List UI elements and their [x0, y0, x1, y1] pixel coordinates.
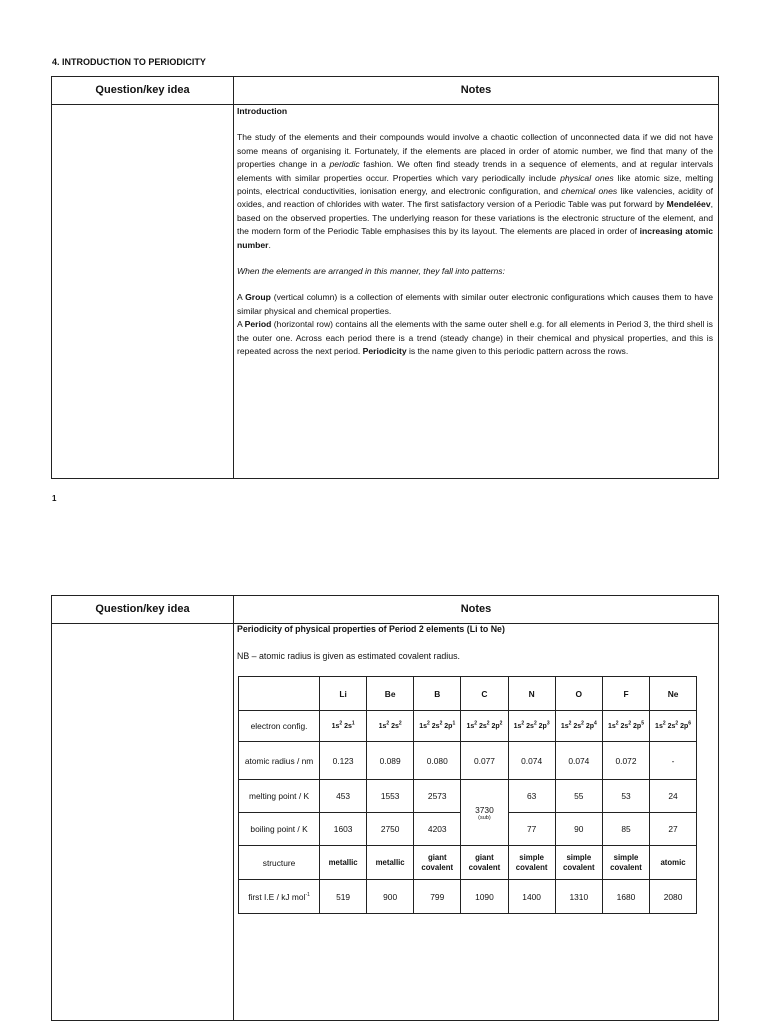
melting-point-cell: 55: [555, 780, 602, 813]
config-orbital: 2p: [536, 722, 547, 730]
structure-cell: giant covalent: [414, 846, 461, 880]
radius-cell: 0.089: [367, 742, 414, 780]
config-cell: [508, 711, 555, 742]
config-superscript: 1: [351, 720, 355, 727]
group-paragraph: [237, 291, 713, 318]
config-orbital: 2s: [618, 722, 629, 730]
radius-cell: 0.123: [320, 742, 367, 780]
element-header-cell: Be: [367, 677, 414, 711]
radius-cell: 0.074: [508, 742, 555, 780]
element-header-cell: F: [602, 677, 649, 711]
text-run: like atomic size, melting points, electrical conductivities, ionisation energy, and electronic configuration, and: [237, 172, 714, 197]
notes-column-header: Notes: [460, 603, 492, 615]
config-cell: [414, 711, 461, 742]
radius-cell: 0.074: [555, 742, 602, 780]
ionisation-energy-cell: 1680: [602, 880, 649, 914]
melting-point-cell: 1553: [367, 780, 414, 813]
radius-note: NB – atomic radius is given as estimated covalent radius.: [237, 651, 460, 662]
row-label: atomic radius / nm: [239, 742, 320, 780]
element-header-cell: Ne: [650, 677, 697, 711]
row-label: boiling point / K: [239, 813, 320, 846]
config-orbital: 1s: [331, 722, 340, 730]
config-orbital: 1s: [466, 722, 475, 730]
structure-cell: simple covalent: [508, 846, 555, 880]
config-superscript: 2: [339, 720, 343, 727]
config-orbital: 1s: [655, 722, 663, 730]
column-divider: [233, 596, 234, 1020]
melting-point-cell: 53: [602, 780, 649, 813]
row-label: electron config.: [239, 711, 320, 742]
config-superscript: 2: [474, 720, 478, 727]
text-run: The study of the elements and their compounds would involve a chaotic collection of unconnected data if we did not have some means of organising it. Fortunately, if the elements are placed in order of atomic number, we find that many of the properties change in a: [237, 132, 713, 170]
boiling-point-cell: 77: [508, 813, 555, 846]
structure-cell: metallic: [367, 846, 414, 880]
intro-paragraph: [237, 131, 713, 252]
config-orbital: 2s: [477, 722, 487, 730]
config-orbital: 2s: [524, 722, 534, 730]
config-cell: [320, 711, 367, 742]
config-superscript: 2: [427, 720, 430, 727]
config-orbital: 2s: [429, 722, 440, 730]
row-label: structure: [239, 846, 320, 880]
text-run: A: [237, 319, 245, 330]
radius-cell: -: [650, 742, 697, 780]
text-run: (horizontal row) contains all the elements with the same outer shell e.g. for all elements in Period 3, the third shell is the outer one. Across each period there is a trend (steady change) in their chemical and physical properties, and this is repeated across the next period.: [237, 319, 713, 357]
config-superscript: 2: [581, 720, 584, 727]
notes-table-2: [51, 595, 719, 1021]
text-run: A: [237, 292, 246, 303]
boiling-point-cell: 2750: [367, 813, 414, 846]
config-orbital: 1s: [608, 722, 616, 730]
label-superscript: -1: [305, 891, 310, 898]
config-superscript: 3: [546, 720, 550, 727]
structure-cell: giant covalent: [461, 846, 508, 880]
config-orbital: 2s: [342, 722, 352, 730]
notes-body: [237, 105, 713, 359]
text-run: periodic: [329, 159, 360, 170]
element-header-cell: Li: [320, 677, 367, 711]
ionisation-energy-cell: 799: [414, 880, 461, 914]
element-header-row: [239, 677, 697, 711]
config-cell: [367, 711, 414, 742]
element-header-cell: C: [461, 677, 508, 711]
text-run: .: [268, 239, 271, 250]
ionisation-energy-cell: 900: [367, 880, 414, 914]
structure-cell: metallic: [320, 846, 367, 880]
ionisation-energy-cell: 1090: [461, 880, 508, 914]
ionisation-energy-cell: 519: [320, 880, 367, 914]
radius-cell: 0.080: [414, 742, 461, 780]
sublimation-value: 3730: [475, 804, 494, 815]
boiling-point-cell: 27: [650, 813, 697, 846]
config-orbital: 2s: [389, 722, 399, 730]
structure-cell: simple covalent: [602, 846, 649, 880]
period-2-properties-table: [238, 676, 697, 914]
period-paragraph: [237, 318, 713, 358]
ionisation-energy-cell: 2080: [650, 880, 697, 914]
text-run: (vertical column) is a collection of elements with similar outer electronic configurations which causes them to have similar physical and chemical properties.: [237, 292, 713, 316]
ionisation-energy-cell: 1400: [508, 880, 555, 914]
text-run: fashion. We often find steady trends in a sequence of elements, and at regular intervals elements with similar properties occur. Properties which vary periodically include: [237, 159, 713, 183]
config-superscript: 2: [499, 720, 503, 727]
melting-point-cell: 2573: [414, 780, 461, 813]
config-superscript: 2: [486, 720, 490, 727]
config-orbital: 2p: [583, 722, 595, 730]
text-run: Periodicity: [362, 346, 407, 357]
text-run: chemical ones: [561, 186, 618, 197]
melting-point-cell: 453: [320, 780, 367, 813]
config-cell: [650, 711, 697, 742]
text-run: Period: [244, 319, 272, 330]
row-label: melting point / K: [239, 780, 320, 813]
config-orbital: 1s: [419, 722, 428, 730]
intro-title: Introduction: [237, 106, 288, 116]
config-superscript: 2: [568, 720, 572, 727]
config-orbital: 1s: [378, 722, 387, 730]
config-superscript: 1: [452, 720, 456, 727]
config-cell: [602, 711, 649, 742]
config-orbital: 1s: [513, 722, 522, 730]
ionisation-energy-cell: 1310: [555, 880, 602, 914]
question-column-header: Question/key idea: [95, 84, 190, 96]
carbon-sublimation-cell: [461, 780, 508, 846]
boiling-point-cell: 4203: [414, 813, 461, 846]
radius-row: [239, 742, 697, 780]
config-cell: [555, 711, 602, 742]
melting-point-row: [239, 780, 697, 813]
config-superscript: 2: [662, 720, 666, 727]
notes-column-header: Notes: [460, 84, 492, 96]
text-run: increasing atomic number: [237, 226, 713, 250]
config-superscript: 2: [386, 720, 390, 727]
text-run: Group: [245, 292, 271, 303]
row-label: [239, 880, 320, 914]
patterns-sentence: When the elements are arranged in this manner, they fall into patterns:: [237, 266, 505, 277]
melting-point-cell: 24: [650, 780, 697, 813]
column-divider: [233, 77, 234, 478]
text-run: physical ones: [560, 172, 614, 183]
config-cell: [461, 711, 508, 742]
page-number: 1: [52, 494, 57, 503]
config-orbital: 1s: [560, 722, 569, 730]
config-superscript: 2: [398, 720, 402, 727]
text-run: is the name given to this periodic pattern across the rows.: [406, 346, 629, 357]
corner-cell: [239, 677, 320, 711]
page-heading: 4. INTRODUCTION TO PERIODICITY: [52, 57, 206, 67]
boiling-point-cell: 1603: [320, 813, 367, 846]
config-superscript: 2: [521, 720, 525, 727]
config-orbital: 2p: [489, 722, 500, 730]
label-text: first I.E / kJ mol: [248, 891, 306, 902]
text-run: Mendeléev: [666, 199, 711, 210]
config-orbital: 2p: [442, 722, 453, 730]
config-superscript: 2: [533, 720, 537, 727]
config-row: [239, 711, 697, 742]
section-title: Periodicity of physical properties of Period 2 elements (Li to Ne): [237, 624, 505, 634]
radius-cell: 0.077: [461, 742, 508, 780]
config-superscript: 2: [628, 720, 632, 727]
element-header-cell: O: [555, 677, 602, 711]
config-superscript: 2: [439, 720, 443, 727]
boiling-point-cell: 85: [602, 813, 649, 846]
notes-body: [237, 623, 713, 664]
config-orbital: 2s: [571, 722, 582, 730]
melting-point-cell: 63: [508, 780, 555, 813]
notes-table-1: [51, 76, 719, 479]
element-header-cell: N: [508, 677, 555, 711]
ionisation-energy-row: [239, 880, 697, 914]
structure-cell: atomic: [650, 846, 697, 880]
config-superscript: 6: [688, 720, 692, 727]
config-orbital: 2p: [678, 722, 689, 730]
boiling-point-cell: 90: [555, 813, 602, 846]
element-header-cell: B: [414, 677, 461, 711]
sublimation-note: (sub): [478, 814, 491, 821]
config-superscript: 2: [615, 720, 619, 727]
config-superscript: 4: [594, 720, 597, 727]
config-orbital: 2s: [665, 722, 676, 730]
text-run: like valencies, acidity of oxides, and reaction of chlorides with water. The first satisfactory version of a Periodic Table was put forward by: [237, 186, 713, 210]
question-column-header: Question/key idea: [95, 603, 190, 615]
config-superscript: 2: [675, 720, 679, 727]
structure-cell: simple covalent: [555, 846, 602, 880]
text-run: , based on the observed properties. The underlying reason for these variations is the electronic structure of the element, and the modern form of the Periodic Table emphasises this by its layout. The elements are placed in order of: [237, 199, 713, 237]
radius-cell: 0.072: [602, 742, 649, 780]
config-superscript: 5: [641, 720, 644, 727]
structure-row: [239, 846, 697, 880]
config-orbital: 2p: [631, 722, 642, 730]
